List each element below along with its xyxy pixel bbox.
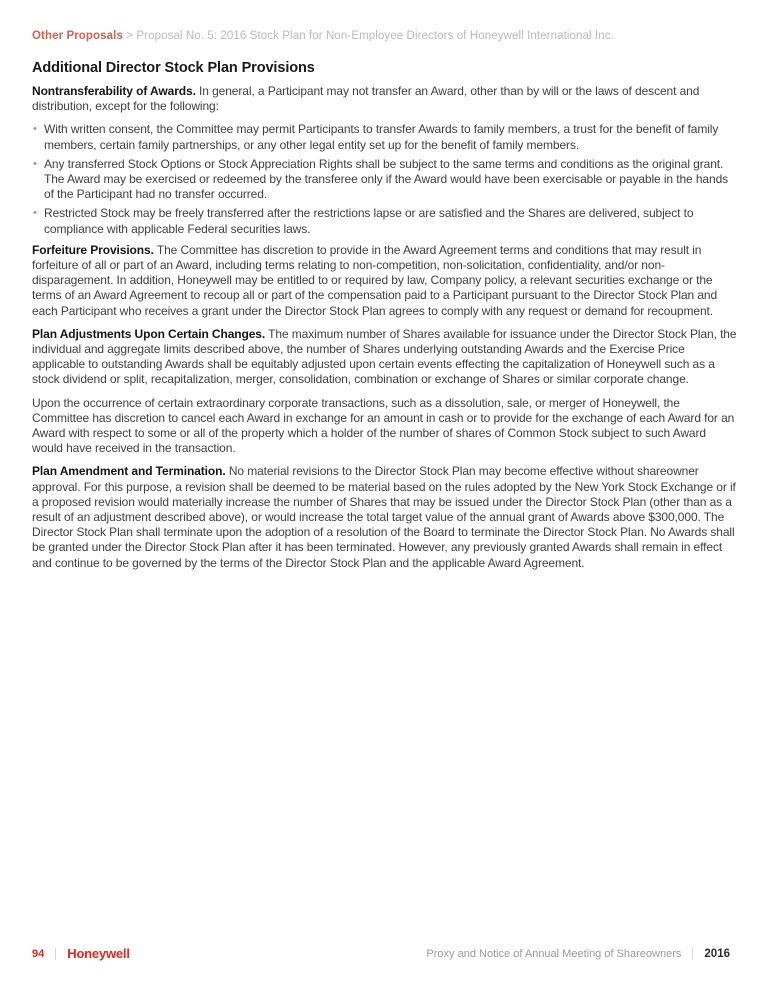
list-item-text: Restricted Stock may be freely transferred after the restrictions lapse or are satisfied and the Shares are delivered, subject to compliance with applicable Federal securities laws. <box>44 206 694 236</box>
paragraph-plan-adjustments-continued <box>32 396 737 457</box>
paragraph-forfeiture <box>32 243 737 319</box>
list-item <box>32 122 737 152</box>
paragraph-text: The Committee has discretion to provide in the Award Agreement terms and conditions that may result in forfeiture of all or part of an Award, including terms relating to non-competition, non-solicitation, confidentiality, and/or non-disparagement. In addition, Honeywell may be entitled to or required by law, Company policy, a relevant securities exchange or the terms of an Award Agreement to recoup all or part of the compensation paid to a Participant pursuant to the Director Stock Plan and each Participant who receives a grant under the Director Stock Plan agrees to comply with any request or demand for recoupment. <box>32 242 718 318</box>
footer-divider <box>55 948 56 960</box>
paragraph-lead: Forfeiture Provisions. <box>32 242 154 257</box>
transfer-exceptions-list <box>32 122 737 236</box>
page-title: Additional Director Stock Plan Provisions <box>32 60 315 76</box>
footer-right <box>426 948 730 960</box>
paragraph-nontransferability <box>32 84 737 114</box>
footer-divider <box>692 948 693 960</box>
list-item-text: Any transferred Stock Options or Stock Appreciation Rights shall be subject to the same terms and conditions as the original grant. The Award may be exercised or redeemed by the transferee only if the Award would have been exercisable or payable in the hands of the Participant had no transfer occurred. <box>44 156 729 202</box>
list-item <box>32 157 737 203</box>
paragraph-amendment-termination <box>32 464 737 570</box>
list-item <box>32 206 737 236</box>
paragraph-lead: Nontransferability of Awards. <box>32 84 196 98</box>
page-footer <box>32 946 730 961</box>
footer-proxy-text: Proxy and Notice of Annual Meeting of Shareowners <box>426 947 682 960</box>
breadcrumb-section: Other Proposals <box>32 30 123 42</box>
paragraph-lead: Plan Adjustments Upon Certain Changes. <box>32 326 266 341</box>
page-number: 94 <box>32 947 45 960</box>
paragraph-text: No material revisions to the Director Stock Plan may become effective without shareowner approval. For this purpose, a revision shall be deemed to be material based on the rules adopted by the New York Stock Exchange or if a proposed revision would materially increase the number of Shares that may be issued under the Director Stock Plan (other than as a result of an adjustment described above), or would increase the total target value of the annual grant of Awards above $300,000. The Director Stock Plan shall terminate upon the adoption of a resolution of the Board to terminate the Director Stock Plan. No Awards shall be granted under the Director Stock Plan after it has been terminated. However, any previously granted Awards shall remain in effect and continue to be governed by the terms of the Director Stock Plan and the applicable Award Agreement. <box>32 464 736 570</box>
breadcrumb-trail: > Proposal No. 5: 2016 Stock Plan for Non-Employee Directors of Honeywell International Inc. <box>126 30 614 42</box>
paragraph-lead: Plan Amendment and Termination. <box>32 464 226 479</box>
document-body <box>32 84 737 571</box>
footer-left <box>32 946 130 961</box>
footer-year: 2016 <box>704 947 730 960</box>
paragraph-text: The maximum number of Shares available for issuance under the Director Stock Plan, the individual and aggregate limits described above, the number of Shares underlying outstanding Awards and the Exercise Price applicable to outstanding Awards shall be equitably adjusted upon certain events effecting the capitalization of Honeywell such as a stock dividend or split, recapitalization, merger, consolidation, combination or exchange of Shares or similar corporate change. <box>32 326 737 387</box>
honeywell-logo: Honeywell <box>67 946 130 961</box>
breadcrumb <box>32 30 737 43</box>
list-item-text: With written consent, the Committee may permit Participants to transfer Awards to family members, a trust for the benefit of family members, certain family partnerships, or any other legal entity set up for the benefit of family members. <box>44 122 719 152</box>
paragraph-text: In general, a Participant may not transfer an Award, other than by will or the laws of descent and distribution, except for the following: <box>32 84 700 114</box>
paragraph-text: Upon the occurrence of certain extraordinary corporate transactions, such as a dissolution, sale, or merger of Honeywell, the Committee has discretion to cancel each Award in exchange for an amount in cash or to provide for the exchange of each Award for an Award with respect to some or all of the property which a holder of the number of shares of Common Stock subject to such Award would have received in the transaction. <box>32 395 735 456</box>
paragraph-plan-adjustments <box>32 327 737 388</box>
